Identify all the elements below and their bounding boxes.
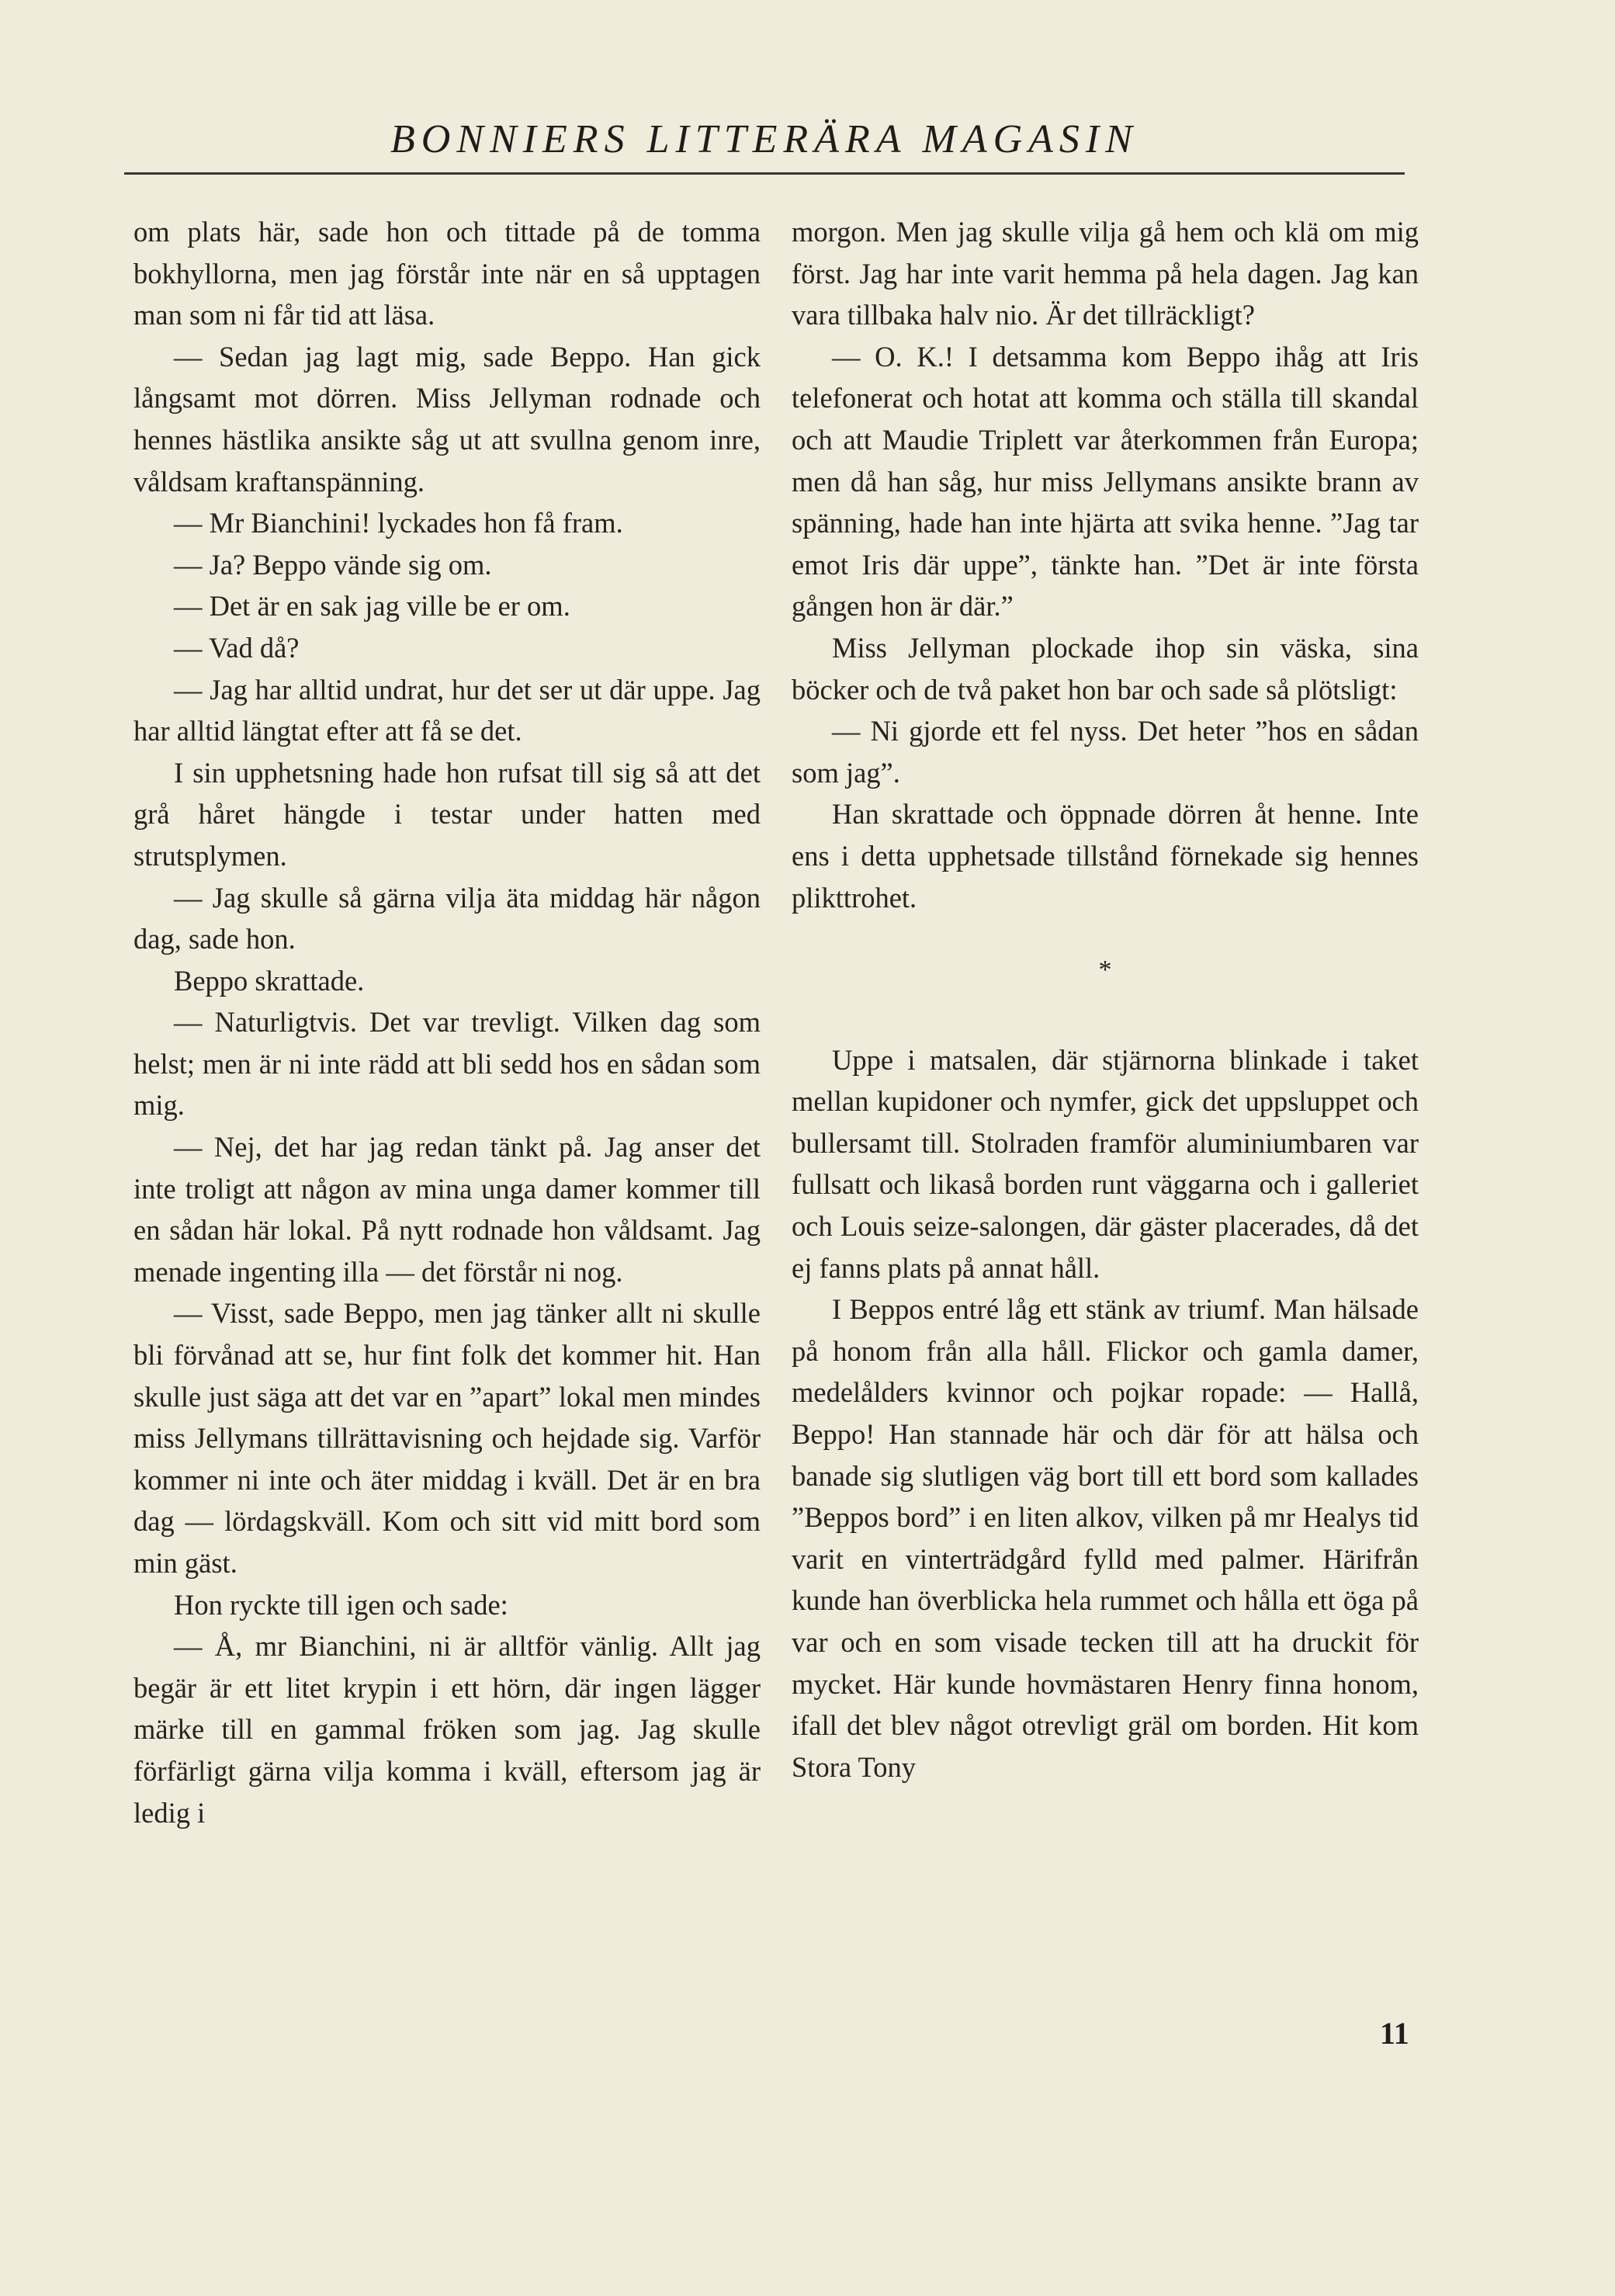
paragraph: — Jag skulle så gärna vilja äta middag här någon dag, sade hon. [133, 881, 761, 956]
paragraph: Miss Jellyman plockade ihop sin väska, sina böcker och de två paket hon bar och sade så plötsligt: [792, 631, 1419, 706]
paragraph: I Beppos entré låg ett stänk av triumf. Man hälsade på honom från alla håll. Flickor och gamla damer, medelålders kvinnor och pojkar ropade: — Hallå, Beppo! Han stannade här och där för att hälsa och banade sig slutligen väg bort till ett bord som kallades ”Beppos bord” i en liten alkov, vilken på mr Healys tid varit en vinterträdgård fylld med palmer. Härifrån kunde han överblicka hela rummet och hålla ett öga på var och en som visade tecken till att ha druckit för mycket. Här kunde hovmästaren Henry finna honom, ifall det blev något otrevligt gräl om borden. Hit kom Stora Tony [792, 1293, 1419, 1783]
paragraph: — Ja? Beppo vände sig om. [174, 548, 492, 581]
paragraph: Han skrattade och öppnade dörren åt henne. Inte ens i detta upphetsade tillstånd förnekade sig hennes plikttrohet. [792, 798, 1419, 914]
section-break-asterisk: * [1098, 956, 1112, 985]
paragraph: — Sedan jag lagt mig, sade Beppo. Han gick långsamt mot dörren. Miss Jellyman rodnade och hennes hästlika ansikte såg ut att svullna genom inre, våldsam kraftanspänning. [133, 340, 761, 498]
paragraph: — Nej, det har jag redan tänkt på. Jag anser det inte troligt att någon av mina unga damer kommer till en sådan här lokal. På nytt rodnade hon våldsamt. Jag menade ingenting illa — det förstår ni nog. [133, 1131, 761, 1288]
paragraph: morgon. Men jag skulle vilja gå hem och klä om mig först. Jag har inte varit hemma på hela dagen. Jag kan vara tillbaka halv nio. Är det tillräckligt? [792, 216, 1419, 331]
paragraph: — O. K.! I detsamma kom Beppo ihåg att Iris telefonerat och hotat att komma och ställa till skandal och att Maudie Triplett var återkommen från Europa; men då han såg, hur miss Jellymans ansikte brann av spänning, hade han inte hjärta att svika henne. ”Jag tar emot Iris där uppe”, tänkte han. ”Det är inte första gången hon är där.” [792, 340, 1419, 623]
paragraph: Hon ryckte till igen och sade: [174, 1588, 508, 1621]
paragraph: Beppo skrattade. [174, 964, 365, 997]
paragraph: — Ni gjorde ett fel nyss. Det heter ”hos en sådan som jag”. [792, 715, 1419, 789]
paragraph: — Det är en sak jag ville be er om. [174, 590, 570, 623]
paragraph: — Å, mr Bianchini, ni är alltför vänlig. Allt jag begär är ett litet krypin i ett hörn, där ingen lägger märke till en gammal fröken som jag. Jag skulle förfärligt gärna vilja komma i kväll, eftersom jag är ledig i [133, 1630, 761, 1829]
paragraph: — Visst, sade Beppo, men jag tänker allt ni skulle bli förvånad att se, hur fint folk det kommer hit. Han skulle just säga att det var en ”apart” lokal men mindes miss Jellymans tillrättavisning och hejdade sig. Varför kommer ni inte och äter middag i kväll. Det är en bra dag — lördagskväll. Kom och sitt vid mitt bord som min gäst. [133, 1297, 761, 1579]
page-number: 11 [1380, 2016, 1409, 2051]
paragraph: — Vad då? [174, 631, 300, 664]
left-column [133, 211, 761, 1833]
paragraph: — Naturligtvis. Det var trevligt. Vilken dag som helst; men är ni inte rädd att bli sedd hos en sådan som mig. [133, 1006, 761, 1122]
paragraph: Uppe i matsalen, där stjärnorna blinkade i taket mellan kupidoner och nymfer, gick det uppsluppet och bullersamt till. Stolraden framför aluminiumbaren var fullsatt och likaså borden runt väggarna och i galleriet och Louis seize-salongen, där gäster placerades, då det ej fanns plats på annat håll. [792, 1043, 1419, 1284]
running-header: BONNIERS LITTERÄRA MAGASIN [390, 117, 1138, 161]
right-column [792, 211, 1419, 1788]
paragraph: om plats här, sade hon och tittade på de tomma bokhyllorna, men jag förstår inte när en så upptagen man som ni får tid att läsa. [133, 216, 761, 331]
paragraph: — Mr Bianchini! lyckades hon få fram. [174, 507, 623, 539]
paragraph: I sin upphetsning hade hon rufsat till sig så att det grå håret hängde i testar under hatten med strutsplymen. [133, 756, 761, 872]
paragraph: — Jag har alltid undrat, hur det ser ut där uppe. Jag har alltid längtat efter att få se det. [133, 673, 761, 747]
header-rule [124, 172, 1405, 175]
